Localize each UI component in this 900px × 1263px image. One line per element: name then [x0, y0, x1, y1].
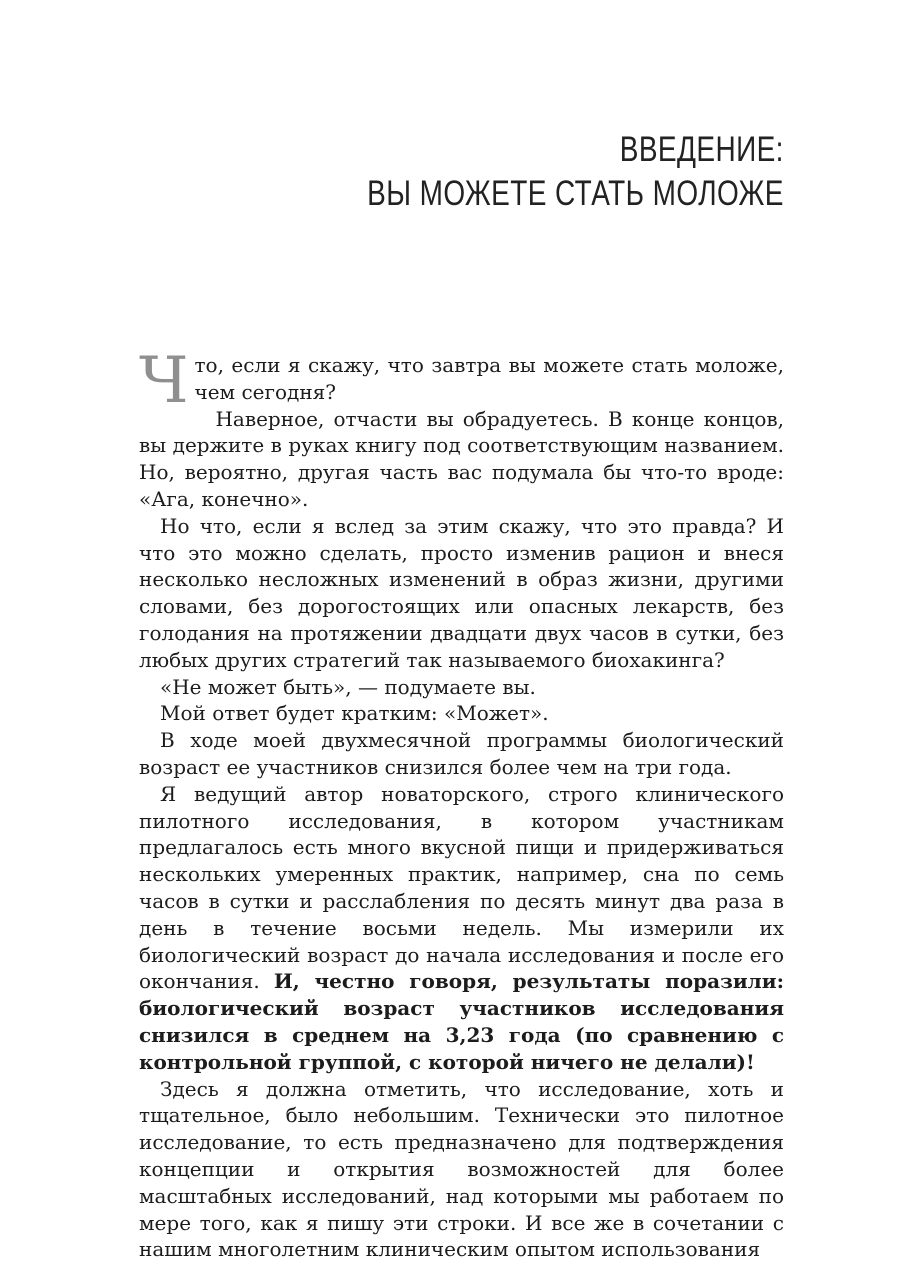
paragraph: Но что, если я вслед за этим скажу, что это правда? И что это можно сделать, просто изменив рацион и внеся несколько несложных изменений в образ жизни, другими словами, без дорогостоящих или опасных лекарств, без голодания на протяжении двадцати двух часов в сутки, без любых других стратегий так называемого биохакинга? — [139, 513, 784, 672]
paragraph: «Не может быть», — подумаете вы. — [160, 674, 536, 699]
paragraph: В ходе моей двухмесячной программы биологический возраст ее участников снизился более чем на три года. — [139, 728, 784, 779]
paragraph — [139, 344, 784, 418]
drop-cap: Ч — [139, 344, 189, 418]
paragraph-text: Я ведущий автор новаторского, строго клинического пилотного исследования, в котором участникам предлагалось есть много вкусной пищи и придерживаться нескольких умеренных практик, например, сна по семь часов в сутки и расслабления по десять минут два раза в день в течение восьми недель. Мы измерили их биологический возраст до начала исследования и после его окончания. — [139, 781, 784, 994]
paragraph: Мой ответ будет кратким: «Может». — [160, 701, 549, 726]
body-text — [139, 344, 784, 1263]
chapter-title — [367, 128, 784, 216]
paragraph: Здесь я должна отметить, что исследование, хоть и тщательное, было небольшим. Технически это пилотное исследование, то есть предназначено для подтверждения концепции и открытия возможностей для более масштабных исследований, над которыми мы работаем по мере того, как я пишу эти строки. И все же в сочетании с нашим многолетним клиническим опытом использования — [139, 1076, 784, 1262]
paragraph-text: то, если я скажу, что завтра вы можете стать моложе, чем сегодня? — [194, 353, 784, 404]
chapter-title-line-1: ВВЕДЕНИЕ: — [619, 130, 784, 169]
bold-emphasis-text: И, честно говоря, результаты поразили: биологический возраст участников исследования снизился в среднем на 3,23 года (по сравнению с контрольной группой, с которой ничего не делали)! — [139, 969, 784, 1074]
paragraph — [139, 781, 784, 1076]
chapter-title-line-2: ВЫ МОЖЕТЕ СТАТЬ МОЛОЖЕ — [367, 174, 784, 213]
paragraph: Наверное, отчасти вы обрадуетесь. В конце концов, вы держите в руках книгу под соответствующим названием. Но, вероятно, другая часть вас подумала бы что-то вроде: «Ага, конечно». — [139, 406, 784, 511]
